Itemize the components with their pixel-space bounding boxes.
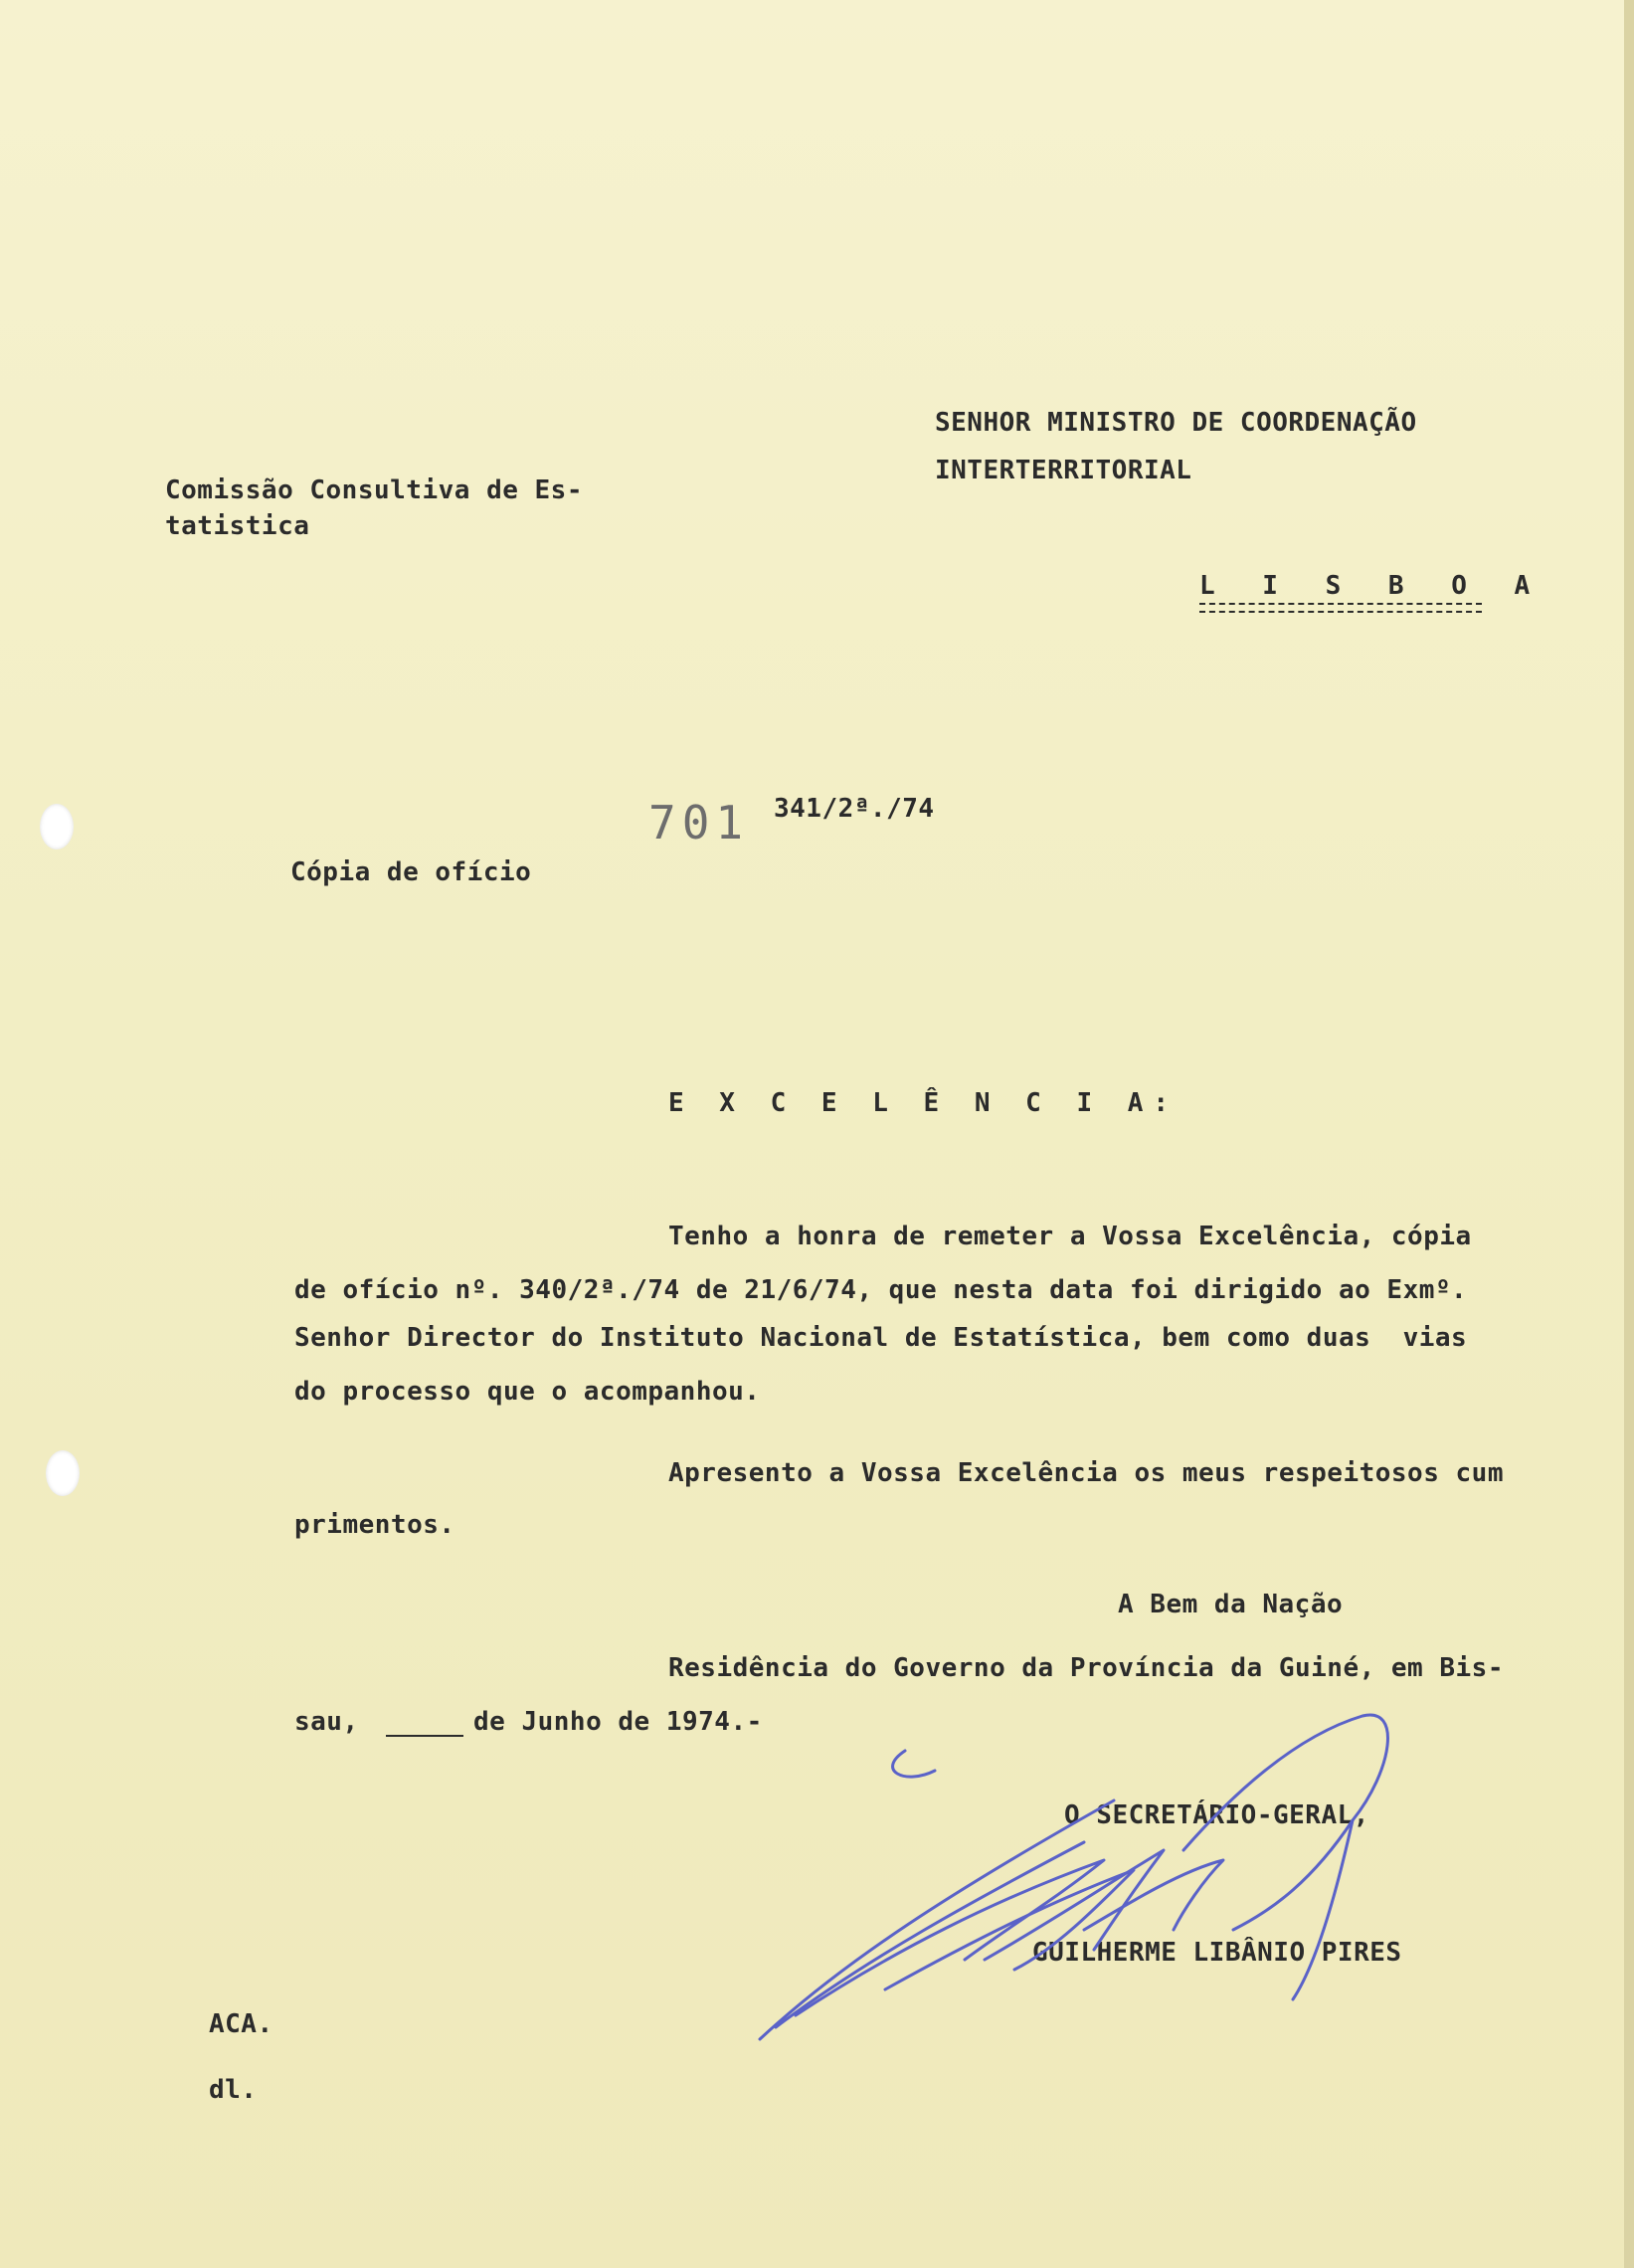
- body-p1-line-3: Senhor Director do Instituto Nacional de Estatística, bem como duas vias: [294, 1323, 1468, 1353]
- closing-motto: A Bem da Nação: [1118, 1590, 1344, 1619]
- reference-label: Cópia de ofício: [290, 857, 532, 887]
- addressee-line-1: SENHOR MINISTRO DE COORDENAÇÃO: [935, 408, 1417, 438]
- salutation: E X C E L Ê N C I A:: [668, 1088, 1180, 1118]
- sender-line-2: tatistica: [165, 511, 310, 541]
- signatory-title: O SECRETÁRIO-GERAL,: [1064, 1800, 1369, 1830]
- place-line-2-start: sau,: [294, 1707, 359, 1737]
- punch-hole-bottom: [46, 1450, 80, 1496]
- stamp-number: 701: [648, 796, 750, 850]
- body-p1-line-4: do processo que o acompanhou.: [294, 1377, 761, 1407]
- body-p2-line-1: Apresento a Vossa Excelência os meus respeitosos cum: [668, 1458, 1504, 1488]
- place-line-1: Residência do Governo da Província da Guiné, em Bis-: [668, 1653, 1504, 1683]
- addressee-line-2: INTERTERRITORIAL: [935, 456, 1192, 485]
- initials-line-1: ACA.: [209, 2009, 273, 2039]
- signatory-name: GUILHERME LIBÂNIO PIRES: [1032, 1938, 1402, 1968]
- handwritten-signature: [756, 1711, 1512, 2059]
- place-line-2-end: de Junho de 1974.-: [473, 1707, 763, 1737]
- body-p2-line-2: primentos.: [294, 1510, 455, 1540]
- city-double-underline: [1199, 603, 1482, 613]
- reference-number: 341/2ª./74: [774, 794, 935, 824]
- day-blank: [386, 1735, 463, 1737]
- paper-edge: [1624, 0, 1634, 2268]
- body-p1-line-2: de ofício nº. 340/2ª./74 de 21/6/74, que nesta data foi dirigido ao Exmº.: [294, 1275, 1468, 1305]
- punch-hole-top: [40, 804, 74, 850]
- addressee-city: L I S B O A: [1199, 571, 1546, 601]
- sender-line-1: Comissão Consultiva de Es-: [165, 475, 583, 505]
- body-p1-line-1: Tenho a honra de remeter a Vossa Excelência, cópia: [668, 1222, 1472, 1251]
- initials-line-2: dl.: [209, 2075, 258, 2105]
